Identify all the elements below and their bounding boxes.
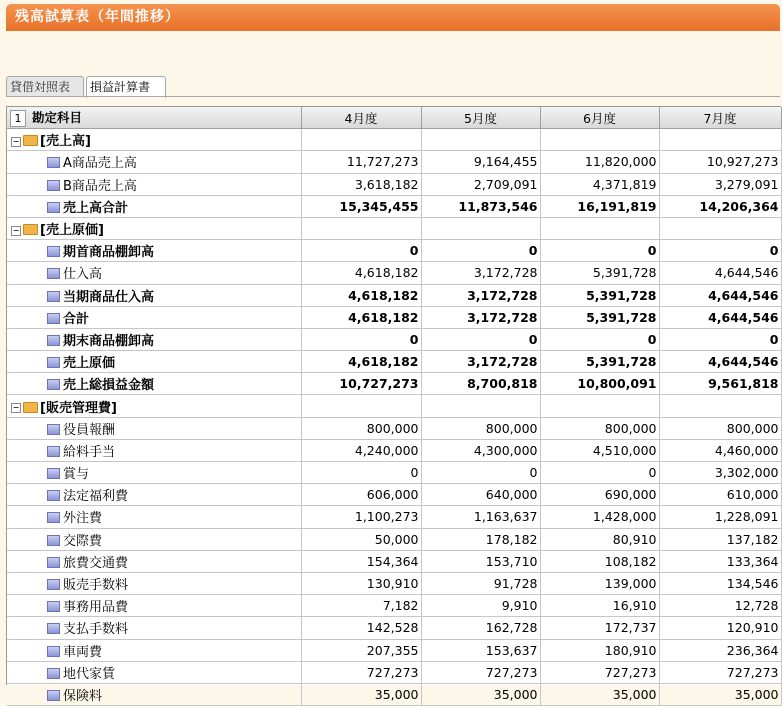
header-month-7[interactable]: 7月度 [659, 107, 781, 129]
amount-cell[interactable]: 4,644,546 [659, 306, 781, 328]
account-cell[interactable] [7, 617, 301, 639]
amount-cell[interactable]: 5,391,728 [540, 262, 659, 284]
amount-cell[interactable] [421, 129, 540, 151]
account-item-icon [47, 601, 60, 612]
amount-cell[interactable] [659, 217, 781, 239]
amount-cell[interactable]: 120,910 [659, 617, 781, 639]
account-label: 交際費 [63, 533, 103, 549]
amount-cell[interactable]: 0 [301, 240, 421, 262]
account-label: 売上原価 [63, 356, 116, 372]
account-item-icon [47, 557, 60, 568]
column-index-badge: 1 [10, 110, 26, 127]
trial-balance-table [7, 107, 782, 706]
amount-cell[interactable]: 153,710 [421, 550, 540, 572]
header-account-label: 勘定科目 [32, 110, 83, 126]
account-cell[interactable] [7, 550, 301, 572]
account-cell[interactable] [7, 173, 301, 195]
amount-cell[interactable]: 11,820,000 [540, 151, 659, 173]
account-cell[interactable] [7, 639, 301, 661]
amount-cell[interactable]: 14,206,364 [659, 195, 781, 217]
table-row[interactable] [7, 595, 781, 617]
amount-cell[interactable]: 50,000 [301, 528, 421, 550]
amount-cell[interactable]: 15,345,455 [301, 195, 421, 217]
amount-cell[interactable]: 3,279,091 [659, 173, 781, 195]
table-row[interactable] [7, 373, 781, 395]
amount-cell[interactable]: 4,618,182 [301, 351, 421, 373]
amount-cell[interactable]: 3,172,728 [421, 262, 540, 284]
trial-balance-grid [6, 106, 781, 704]
account-label: 売上高合計 [63, 200, 129, 216]
amount-cell[interactable] [301, 217, 421, 239]
amount-cell[interactable]: 9,910 [421, 595, 540, 617]
account-item-icon [47, 202, 60, 213]
tab-balance-sheet[interactable]: 貸借対照表 [6, 76, 84, 97]
account-cell[interactable] [7, 151, 301, 173]
account-label: 地代家賃 [63, 666, 116, 682]
account-label: 事務用品費 [63, 600, 129, 616]
account-label: 法定福利費 [63, 489, 129, 505]
account-cell[interactable] [7, 240, 301, 262]
account-item-icon [47, 313, 60, 324]
account-label: 当期商品仕入高 [63, 289, 155, 305]
account-label: 仕入高 [63, 267, 103, 283]
folder-icon [23, 224, 38, 235]
account-label: 旅費交通費 [63, 555, 129, 571]
account-item-icon [47, 291, 60, 302]
table-row[interactable] [7, 439, 781, 461]
amount-cell[interactable]: 134,546 [659, 572, 781, 594]
table-row[interactable] [7, 639, 781, 661]
amount-cell[interactable]: 727,273 [659, 661, 781, 683]
amount-cell[interactable]: 172,737 [540, 617, 659, 639]
amount-cell[interactable]: 80,910 [540, 528, 659, 550]
amount-cell[interactable]: 5,391,728 [540, 351, 659, 373]
amount-cell[interactable]: 12,728 [659, 595, 781, 617]
account-label: 販売手数料 [63, 578, 129, 594]
amount-cell[interactable]: 207,355 [301, 639, 421, 661]
table-row[interactable] [7, 617, 781, 639]
amount-cell[interactable]: 108,182 [540, 550, 659, 572]
table-row[interactable] [7, 151, 781, 173]
account-item-icon [47, 668, 60, 679]
amount-cell[interactable]: 4,644,546 [659, 284, 781, 306]
header-month-6[interactable]: 6月度 [540, 107, 659, 129]
amount-cell[interactable]: 4,240,000 [301, 439, 421, 461]
amount-cell[interactable]: 4,460,000 [659, 439, 781, 461]
account-cell[interactable] [7, 417, 301, 439]
account-cell[interactable] [7, 328, 301, 350]
table-row[interactable] [7, 528, 781, 550]
amount-cell[interactable]: 0 [659, 240, 781, 262]
account-cell[interactable] [7, 373, 301, 395]
account-cell[interactable] [7, 129, 301, 151]
account-label: 期首商品棚卸高 [63, 245, 155, 261]
amount-cell[interactable]: 9,164,455 [421, 151, 540, 173]
amount-cell[interactable]: 1,163,637 [421, 506, 540, 528]
folder-icon [23, 402, 38, 413]
amount-cell[interactable]: 0 [301, 328, 421, 350]
account-cell[interactable] [7, 595, 301, 617]
amount-cell[interactable]: 3,172,728 [421, 284, 540, 306]
amount-cell[interactable]: 35,000 [421, 683, 540, 705]
table-row[interactable] [7, 661, 781, 683]
amount-cell[interactable]: 2,709,091 [421, 173, 540, 195]
account-item-icon [47, 623, 60, 634]
amount-cell[interactable]: 1,100,273 [301, 506, 421, 528]
amount-cell[interactable] [301, 395, 421, 417]
table-row[interactable] [7, 173, 781, 195]
account-cell[interactable] [7, 217, 301, 239]
amount-cell[interactable]: 154,364 [301, 550, 421, 572]
amount-cell[interactable] [659, 129, 781, 151]
table-row[interactable] [7, 506, 781, 528]
account-cell[interactable] [7, 284, 301, 306]
amount-cell[interactable]: 35,000 [301, 683, 421, 705]
table-row[interactable] [7, 195, 781, 217]
window-title: 残高試算表（年間推移） [6, 4, 780, 31]
account-item-icon [47, 335, 60, 346]
account-cell[interactable] [7, 306, 301, 328]
amount-cell[interactable]: 7,182 [301, 595, 421, 617]
amount-cell[interactable] [540, 395, 659, 417]
account-item-icon [47, 579, 60, 590]
table-row[interactable] [7, 550, 781, 572]
account-item-icon [47, 535, 60, 546]
account-item-icon [47, 446, 60, 457]
header-month-5[interactable]: 5月度 [421, 107, 540, 129]
amount-cell[interactable] [421, 395, 540, 417]
amount-cell[interactable]: 3,618,182 [301, 173, 421, 195]
table-row[interactable] [7, 328, 781, 350]
amount-cell[interactable]: 1,428,000 [540, 506, 659, 528]
account-item-icon [47, 357, 60, 368]
account-label: 合計 [63, 311, 90, 327]
tab-strip [6, 76, 780, 97]
amount-cell[interactable]: 727,273 [540, 661, 659, 683]
amount-cell[interactable]: 690,000 [540, 484, 659, 506]
header-account[interactable] [7, 107, 301, 129]
amount-cell[interactable] [659, 395, 781, 417]
account-cell[interactable] [7, 506, 301, 528]
amount-cell[interactable]: 139,000 [540, 572, 659, 594]
amount-cell[interactable]: 133,364 [659, 550, 781, 572]
amount-cell[interactable]: 727,273 [301, 661, 421, 683]
folder-icon [23, 135, 38, 146]
amount-cell[interactable]: 4,644,546 [659, 262, 781, 284]
amount-cell[interactable]: 8,700,818 [421, 373, 540, 395]
amount-cell[interactable] [301, 129, 421, 151]
amount-cell[interactable]: 0 [540, 462, 659, 484]
table-row[interactable] [7, 351, 781, 373]
account-item-icon [47, 490, 60, 501]
table-row[interactable] [7, 683, 781, 705]
account-label: 車両費 [63, 644, 103, 660]
table-row[interactable] [7, 306, 781, 328]
table-row[interactable] [7, 417, 781, 439]
account-label: [売上原価] [40, 223, 104, 239]
amount-cell[interactable] [540, 129, 659, 151]
account-cell[interactable] [7, 195, 301, 217]
amount-cell[interactable]: 91,728 [421, 572, 540, 594]
amount-cell[interactable]: 16,191,819 [540, 195, 659, 217]
account-cell[interactable] [7, 661, 301, 683]
account-cell[interactable] [7, 528, 301, 550]
amount-cell[interactable]: 11,727,273 [301, 151, 421, 173]
amount-cell[interactable]: 727,273 [421, 661, 540, 683]
amount-cell[interactable]: 10,800,091 [540, 373, 659, 395]
account-cell[interactable] [7, 484, 301, 506]
account-label: 役員報酬 [63, 422, 116, 438]
amount-cell[interactable]: 4,618,182 [301, 262, 421, 284]
amount-cell[interactable]: 137,182 [659, 528, 781, 550]
account-item-icon [47, 246, 60, 257]
account-label: B商品売上高 [63, 178, 137, 194]
account-item-icon [47, 180, 60, 191]
table-row[interactable] [7, 262, 781, 284]
amount-cell[interactable]: 640,000 [421, 484, 540, 506]
amount-cell[interactable]: 800,000 [301, 417, 421, 439]
tab-divider [6, 96, 780, 97]
account-cell[interactable] [7, 572, 301, 594]
amount-cell[interactable]: 11,873,546 [421, 195, 540, 217]
collapse-toggle-icon[interactable]: − [12, 403, 20, 413]
amount-cell[interactable]: 800,000 [421, 417, 540, 439]
amount-cell[interactable]: 606,000 [301, 484, 421, 506]
amount-cell[interactable]: 178,182 [421, 528, 540, 550]
account-label: A商品売上高 [63, 156, 137, 172]
amount-cell[interactable]: 0 [540, 240, 659, 262]
collapse-toggle-icon[interactable]: − [12, 225, 20, 235]
account-label: 給料手当 [63, 444, 116, 460]
amount-cell[interactable]: 0 [540, 328, 659, 350]
account-label: 外注費 [63, 511, 103, 527]
amount-cell[interactable]: 130,910 [301, 572, 421, 594]
amount-cell[interactable]: 35,000 [540, 683, 659, 705]
amount-cell[interactable]: 5,391,728 [540, 284, 659, 306]
amount-cell[interactable] [540, 217, 659, 239]
amount-cell[interactable]: 153,637 [421, 639, 540, 661]
header-month-4[interactable]: 4月度 [301, 107, 421, 129]
account-label: 賞与 [63, 467, 90, 483]
amount-cell[interactable]: 800,000 [540, 417, 659, 439]
amount-cell[interactable]: 610,000 [659, 484, 781, 506]
account-cell[interactable] [7, 683, 301, 705]
account-item-icon [47, 690, 60, 701]
account-cell[interactable] [7, 262, 301, 284]
amount-cell[interactable]: 10,927,273 [659, 151, 781, 173]
amount-cell[interactable]: 9,561,818 [659, 373, 781, 395]
account-cell[interactable] [7, 395, 301, 417]
table-row[interactable] [7, 217, 781, 239]
account-item-icon [47, 424, 60, 435]
collapse-toggle-icon[interactable]: − [12, 136, 20, 146]
amount-cell[interactable]: 0 [421, 240, 540, 262]
account-label: 保険料 [63, 688, 103, 704]
account-item-icon [47, 646, 60, 657]
table-row[interactable] [7, 240, 781, 262]
account-cell[interactable] [7, 351, 301, 373]
account-item-icon [47, 512, 60, 523]
amount-cell[interactable]: 35,000 [659, 683, 781, 705]
amount-cell[interactable]: 4,618,182 [301, 284, 421, 306]
account-label: [売上高] [40, 134, 91, 150]
amount-cell[interactable] [421, 217, 540, 239]
account-cell[interactable] [7, 462, 301, 484]
amount-cell[interactable]: 142,528 [301, 617, 421, 639]
amount-cell[interactable]: 16,910 [540, 595, 659, 617]
amount-cell[interactable]: 162,728 [421, 617, 540, 639]
table-row[interactable] [7, 462, 781, 484]
amount-cell[interactable]: 3,302,000 [659, 462, 781, 484]
amount-cell[interactable]: 0 [421, 462, 540, 484]
tab-income-statement[interactable]: 損益計算書 [86, 76, 166, 98]
amount-cell[interactable]: 10,727,273 [301, 373, 421, 395]
header-row [7, 107, 781, 129]
amount-cell[interactable]: 1,228,091 [659, 506, 781, 528]
amount-cell[interactable]: 236,364 [659, 639, 781, 661]
amount-cell[interactable]: 0 [659, 328, 781, 350]
account-item-icon [47, 268, 60, 279]
amount-cell[interactable]: 4,644,546 [659, 351, 781, 373]
amount-cell[interactable]: 800,000 [659, 417, 781, 439]
account-item-icon [47, 379, 60, 390]
account-label: 期末商品棚卸高 [63, 333, 155, 349]
table-row[interactable] [7, 284, 781, 306]
amount-cell[interactable]: 3,172,728 [421, 351, 540, 373]
account-cell[interactable] [7, 439, 301, 461]
amount-cell[interactable]: 5,391,728 [540, 306, 659, 328]
account-label: 支払手数料 [63, 622, 129, 638]
amount-cell[interactable]: 180,910 [540, 639, 659, 661]
table-row[interactable] [7, 395, 781, 417]
account-item-icon [47, 468, 60, 479]
amount-cell[interactable]: 4,371,819 [540, 173, 659, 195]
amount-cell[interactable]: 4,300,000 [421, 439, 540, 461]
table-body [7, 129, 781, 706]
amount-cell[interactable]: 4,510,000 [540, 439, 659, 461]
account-label: [販売管理費] [40, 400, 117, 416]
table-row[interactable] [7, 572, 781, 594]
table-row[interactable] [7, 129, 781, 151]
amount-cell[interactable]: 3,172,728 [421, 306, 540, 328]
account-item-icon [47, 157, 60, 168]
amount-cell[interactable]: 0 [421, 328, 540, 350]
amount-cell[interactable]: 4,618,182 [301, 306, 421, 328]
account-label: 売上総損益金額 [63, 378, 155, 394]
table-row[interactable] [7, 484, 781, 506]
amount-cell[interactable]: 0 [301, 462, 421, 484]
